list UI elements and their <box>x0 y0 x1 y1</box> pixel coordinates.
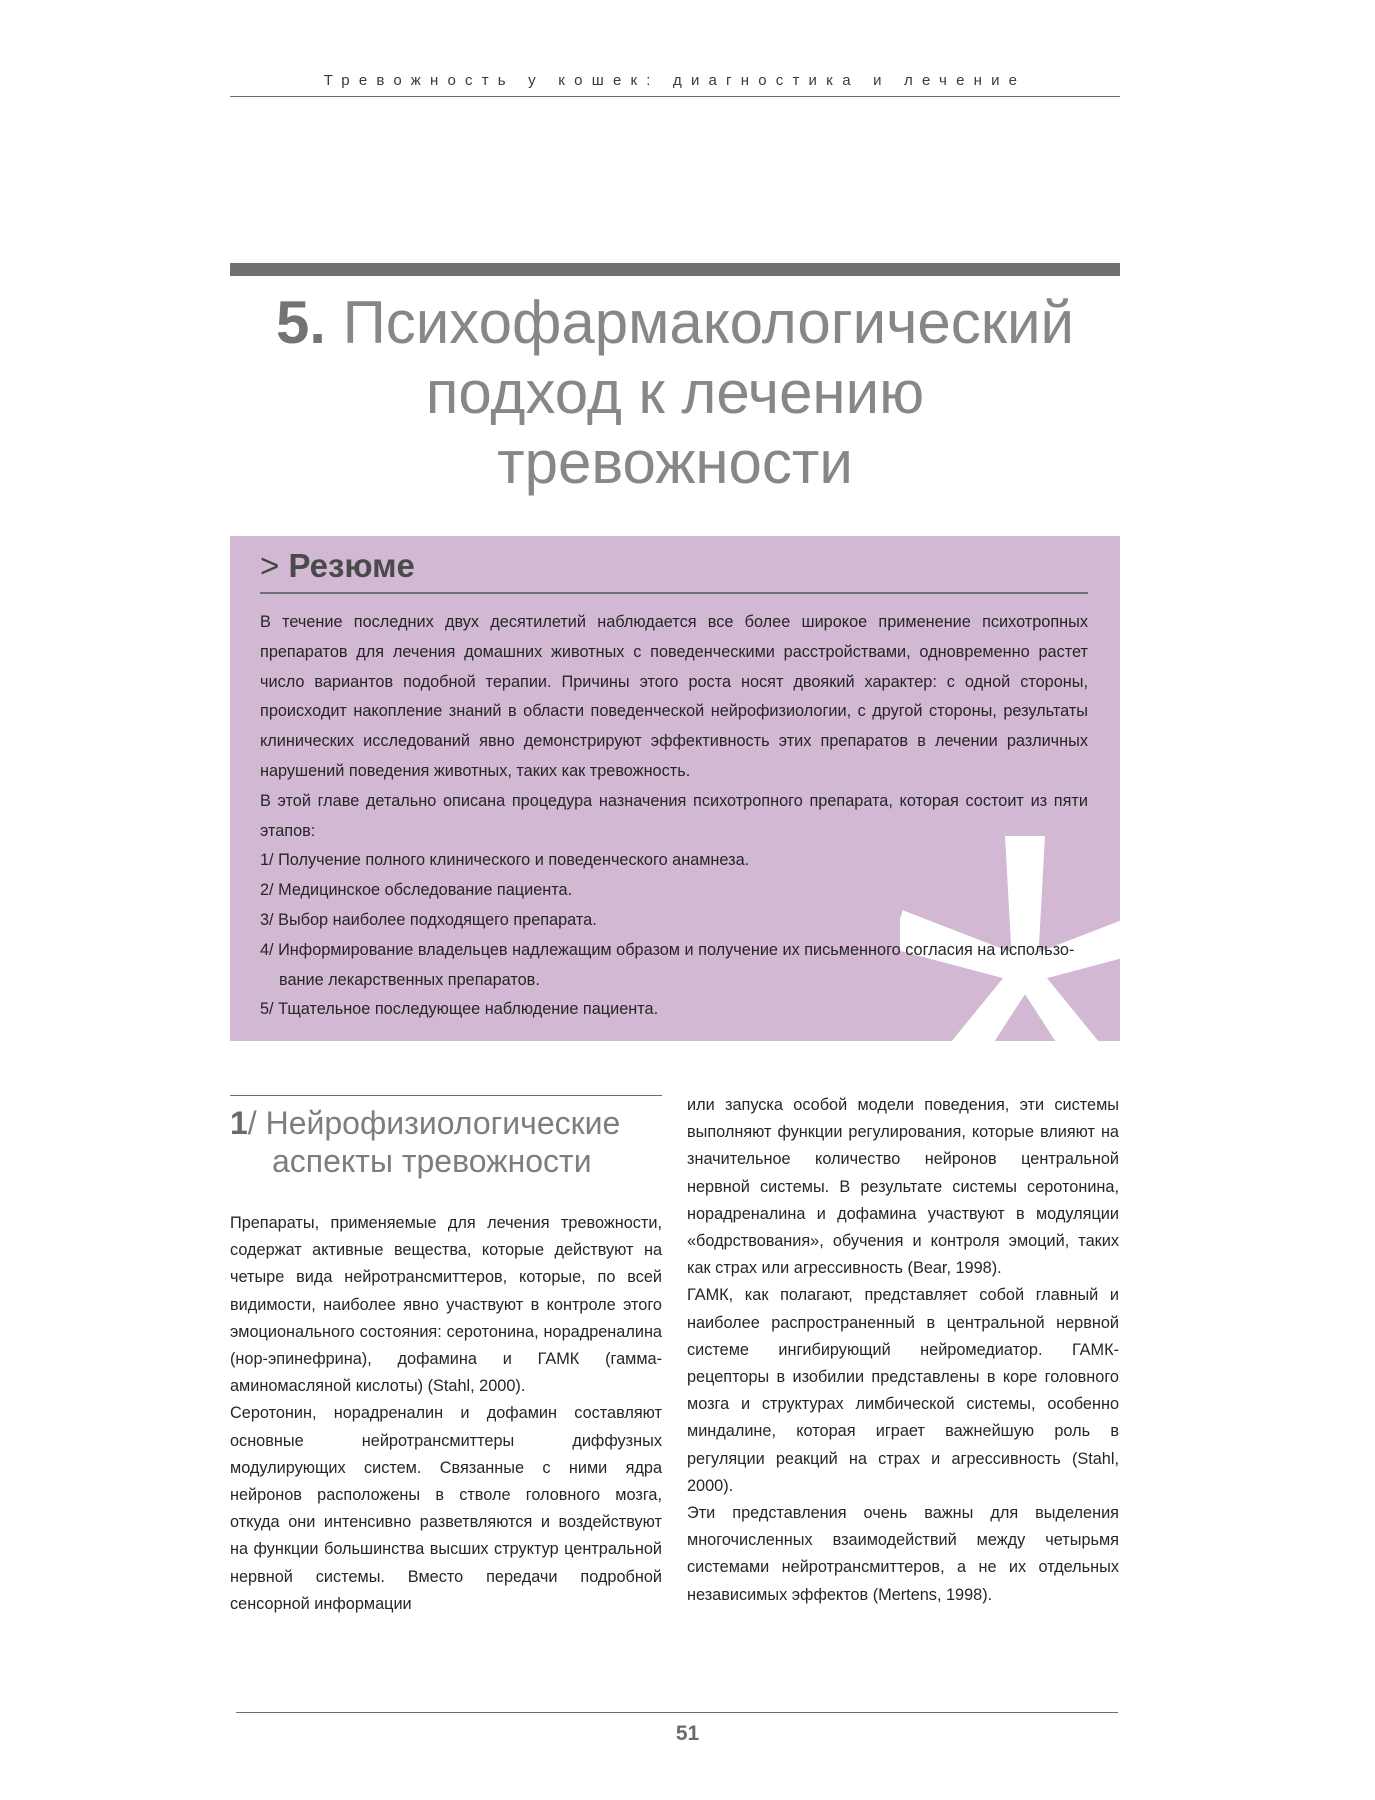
body-paragraph-4: ГАМК, как полагают, представляет собой главный и наиболее распространенный в центральной нервной системе ингибирующий нейромедиатор. ГАМК-рецепторы в изобилии представлены в коре головного мозга и структурах лимбической системы, особенно миндалине, которая играет важнейшую роль в регуляции реакций на страх и агрессивность (Stahl, 2000). <box>687 1286 1119 1495</box>
footer-rule <box>236 1712 1118 1713</box>
summary-step-5: 5/ Тщательное последующее наблюдение пациента. <box>260 1000 659 1019</box>
right-column-text <box>687 1092 1119 1609</box>
chapter-number: 5. <box>275 289 326 356</box>
chapter-title-line-2: подход к лечению <box>425 359 925 426</box>
section-title-text-1: Нейрофизиологические <box>265 1105 621 1141</box>
section-heading-line-2: аспекты тревожности <box>272 1143 592 1179</box>
body-paragraph-5: Эти представления очень важны для выделения многочисленных взаимодействий между четырьмя системами нейротрансмиттеров, а не их отдельных независимых эффектов (Mertens, 1998). <box>687 1504 1119 1604</box>
summary-box <box>230 536 1120 1041</box>
header-rule <box>230 96 1120 97</box>
summary-text <box>260 608 1088 1025</box>
summary-step-4-continued: вание лекарственных препаратов. <box>279 970 540 989</box>
summary-heading <box>260 546 1088 594</box>
left-column-text <box>230 1210 662 1618</box>
summary-step-1: 1/ Получение полного клинического и поведенческого анамнеза. <box>260 851 750 870</box>
summary-paragraph-2: В этой главе детально описана процедура назначения психотропного препарата, которая состоит из пяти этапов: <box>260 791 1088 840</box>
body-paragraph-2: Серотонин, норадреналин и дофамин составляют основные нейротрансмиттеры диффузных модулирующих систем. Связанные с ними ядра нейронов расположены в стволе головного мозга, откуда они интенсивно разветвляются и воздействуют на функции большинства высших структур центральной нервной системы. Вместо передачи подробной сенсорной информации <box>230 1404 662 1613</box>
chapter-title-text-1: Психофармакологический <box>342 289 1075 356</box>
summary-step-2: 2/ Медицинское обследование пациента. <box>260 881 573 900</box>
chapter-title-line-3: тревожности <box>497 429 853 496</box>
chevron-right-icon: > <box>260 547 280 584</box>
section-heading-line-1 <box>230 1104 662 1142</box>
section-number: 1 <box>230 1105 248 1141</box>
title-bar <box>230 263 1120 276</box>
body-paragraph-3: или запуска особой модели поведения, эти системы выполняют функции регулирования, которые влияют на значительное количество нейронов центральной нервной системы. В результате системы серотонина, норадреналина и дофамина участвуют в модуляции «бодрствования», обучения и контроля эмоций, таких как страх или агрессивность (Bear, 1998). <box>687 1096 1119 1278</box>
section-rule <box>230 1095 662 1096</box>
summary-step-3: 3/ Выбор наиболее подходящего препарата. <box>260 910 597 929</box>
section-heading <box>230 1104 662 1180</box>
right-column <box>687 1092 1119 1609</box>
summary-step-4: 4/ Информирование владельцев надлежащим образом и получение их письменного согласия на использо- <box>260 940 1075 959</box>
page-number: 51 <box>675 1722 700 1745</box>
body-paragraph-1: Препараты, применяемые для лечения тревожности, содержат активные вещества, которые действуют на четыре вида нейротрансмиттеров, которые, по всей видимости, наиболее явно участвуют в контроле этого эмоционального состояния: серотонина, норадреналина (нор-эпинефрина), дофамина и ГАМК (гамма-аминомасляной кислоты) (Stahl, 2000). <box>230 1214 662 1396</box>
running-header: Тревожность у кошек: диагностика и лечение <box>323 72 1027 89</box>
summary-heading-label: Резюме <box>288 547 415 584</box>
chapter-title-line-1 <box>230 288 1120 358</box>
summary-paragraph-1: В течение последних двух десятилетий наблюдается все более широкое применение психотропных препаратов для лечения домашних животных с поведенческими расстройствами, одновременно растет число вариантов подобной терапии. Причины этого роста носят двоякий характер: с одной стороны, происходит накопление знаний в области поведенческой нейрофизиологии, с другой стороны, результаты клинических исследований явно демонстрируют эффективность этих препаратов в лечении различных нарушений поведения животных, таких как тревожность. <box>260 613 1088 780</box>
left-column <box>230 1095 662 1618</box>
chapter-title <box>230 288 1120 498</box>
section-slash: / <box>247 1105 257 1141</box>
